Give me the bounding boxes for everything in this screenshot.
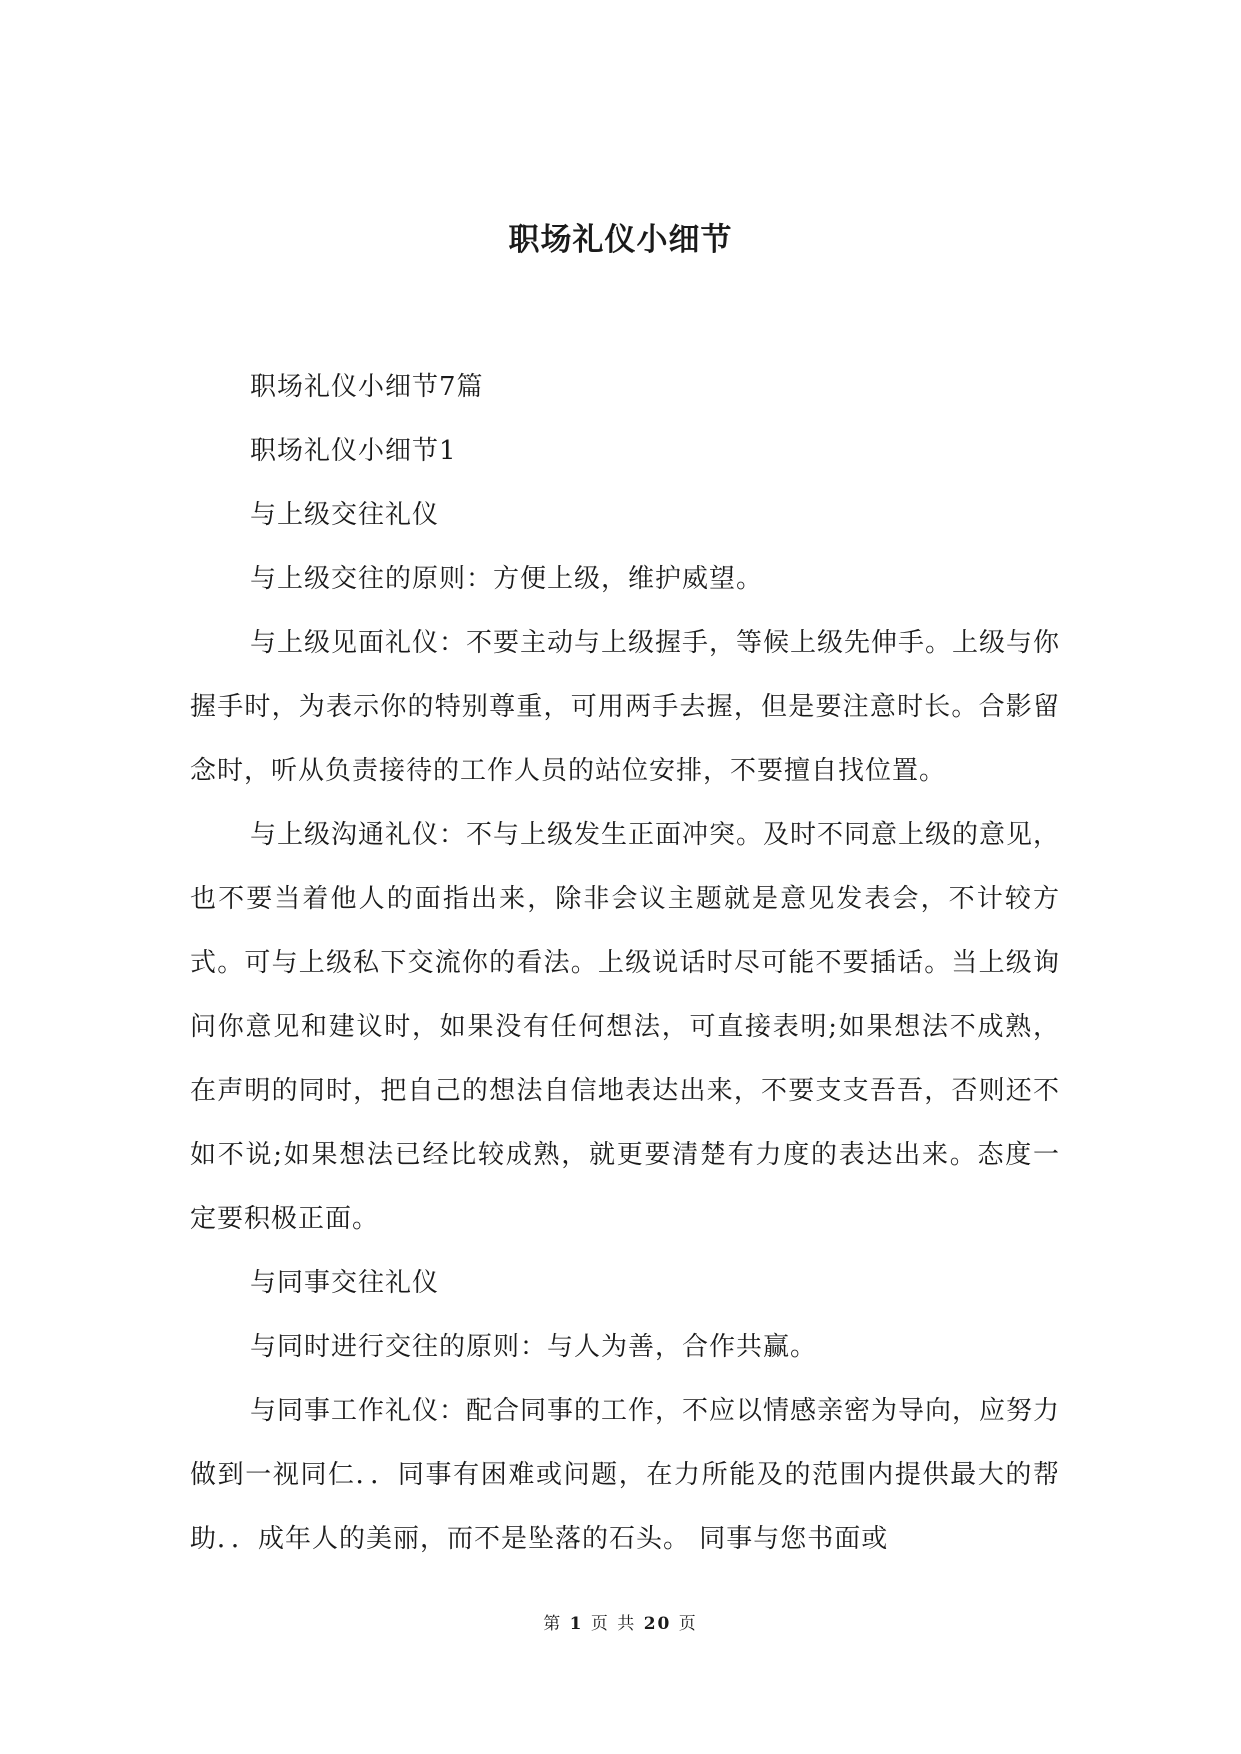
paragraph-7: 与同事交往礼仪: [250, 1268, 440, 1298]
current-page-number: 1: [569, 1614, 584, 1634]
paragraph-6: 与上级沟通礼仪：不与上级发生正面冲突。及时不同意上级的意见，也不要当着他人的面指出来，除非会议主题就是意见发表会，不计较方式。可与上级私下交流你的看法。上级说话时尽可能不要插话。当上级询问你意见和建议时，如果没有任何想法，可直接表明;如果想法不成熟，在声明的同时，把自己的想法自信地表达出来，不要支支吾吾，否则还不如不说;如果想法已经比较成熟，就更要清楚有力度的表达出来。态度一定要积极正面。: [190, 820, 1061, 1234]
paragraph-4: 与上级交往的原则：方便上级，维护威望。: [250, 564, 764, 594]
paragraph-1: 职场礼仪小细节7篇: [250, 372, 484, 402]
paragraph-8: 与同时进行交往的原则：与人为善，合作共赢。: [250, 1332, 818, 1362]
footer-prefix: 第: [543, 1614, 563, 1634]
footer-suffix: 页: [678, 1614, 698, 1634]
document-title: 职场礼仪小细节: [508, 222, 733, 258]
document-body: [190, 355, 1060, 1571]
paragraph-3: 与上级交往礼仪: [250, 500, 440, 530]
page-footer: [0, 1612, 1241, 1636]
paragraph-9: 与同事工作礼仪：配合同事的工作，不应以情感亲密为导向，应努力做到一视同仁．．同事有困难或问题，在力所能及的范围内提供最大的帮助．．成年人的美丽，而不是坠落的石头。 同事与您书面或: [190, 1396, 1061, 1554]
footer-middle: 页 共: [590, 1614, 637, 1634]
paragraph-2: 职场礼仪小细节1: [250, 436, 457, 466]
total-pages-number: 20: [643, 1614, 672, 1634]
paragraph-5: 与上级见面礼仪：不要主动与上级握手，等候上级先伸手。上级与你握手时，为表示你的特别尊重，可用两手去握，但是要注意时长。合影留念时，听从负责接待的工作人员的站位安排，不要擅自找位置。: [190, 628, 1061, 786]
